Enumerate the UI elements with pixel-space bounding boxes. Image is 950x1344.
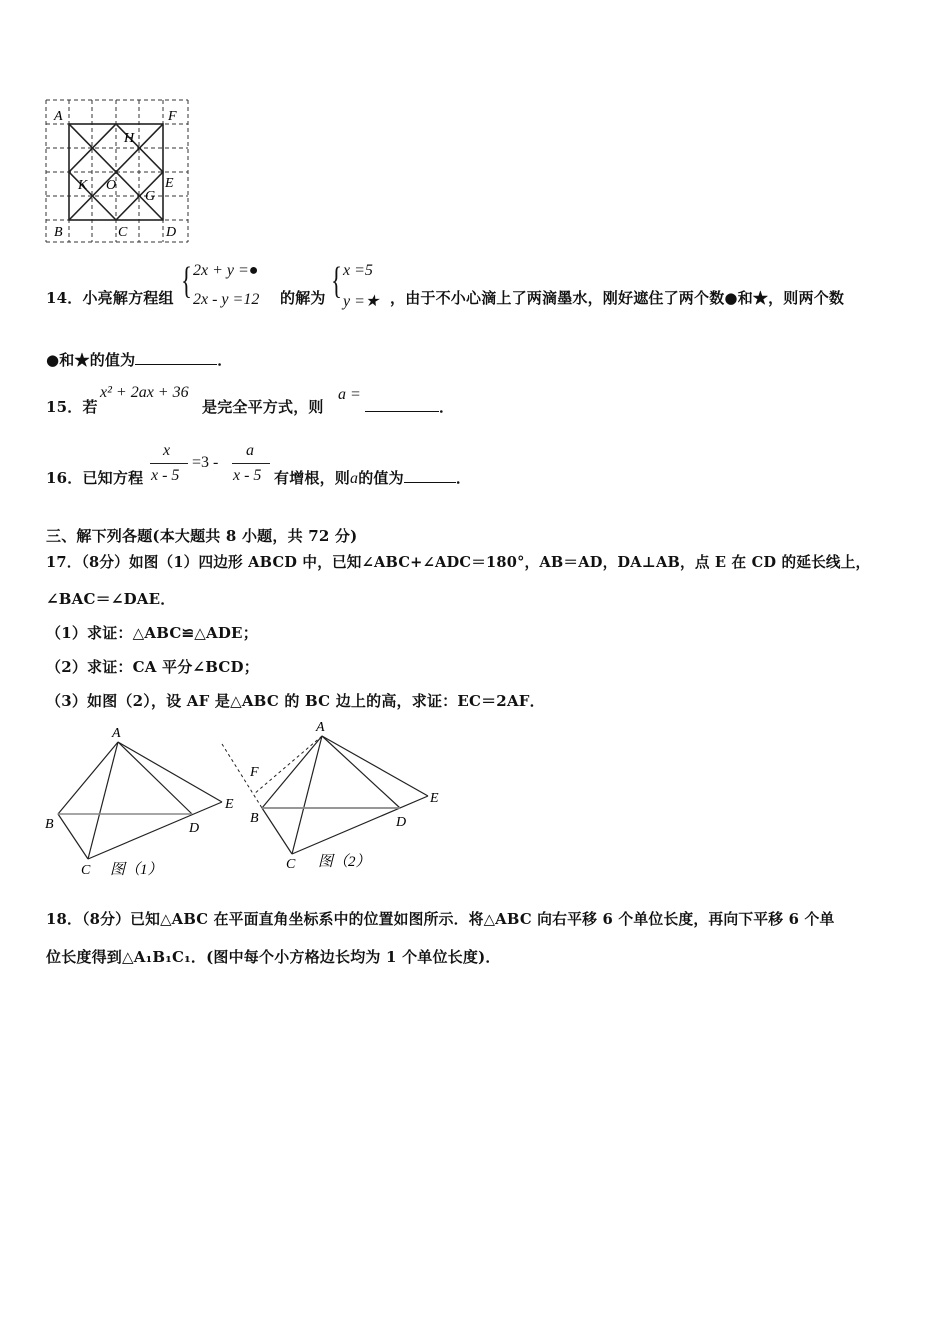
q14-prefix: 14．小亮解方程组 xyxy=(46,289,174,307)
q17-sub3: （3）如图（2），设 AF 是△ABC 的 BC 边上的高，求证：EC＝2AF． xyxy=(46,692,545,710)
q15-blank-line xyxy=(365,396,454,417)
q15-end: ． xyxy=(439,398,455,416)
q16-num2: a xyxy=(246,442,254,459)
fig1-label-C: C xyxy=(81,863,91,878)
q15-mid: 是完全平方式，则 xyxy=(202,398,324,416)
q14-brace-2: { xyxy=(331,260,342,302)
fig2-label-F: F xyxy=(250,765,259,780)
label-D: D xyxy=(166,225,177,240)
label-B: B xyxy=(54,225,63,240)
q14-mid: 的解为 xyxy=(280,289,326,307)
q16-fraction-bar-1 xyxy=(150,463,188,464)
q16-den2: x - 5 xyxy=(233,467,262,484)
fig1-caption: 图（1） xyxy=(110,862,163,878)
label-E: E xyxy=(165,176,174,191)
q16-mid: 有增根，则 xyxy=(274,469,351,487)
q14-suffix: ，由于不小心滴上了两滴墨水，刚好遮住了两个数●和★，则两个数 xyxy=(390,289,845,307)
q17-figure-1 xyxy=(40,720,245,882)
label-H: H xyxy=(124,131,135,146)
fig1-label-B: B xyxy=(45,817,54,832)
q14-sol2: y =★ xyxy=(343,293,380,310)
fig2-caption: 图（2） xyxy=(318,854,371,870)
fig2-label-A: A xyxy=(316,720,325,735)
fig2-label-C: C xyxy=(286,857,296,872)
q15-answer-blank[interactable] xyxy=(365,397,439,412)
label-K: K xyxy=(78,178,88,193)
section-3-heading: 三、解下列各题(本大题共 8 小题，共 72 分) xyxy=(46,527,358,545)
fig2-label-D: D xyxy=(396,815,407,830)
label-F: F xyxy=(168,109,177,124)
q14-answer-blank[interactable] xyxy=(135,350,217,365)
q16-end: ． xyxy=(455,469,472,487)
q17-line2: ∠BAC＝∠DAE． xyxy=(46,590,176,608)
q14-line2 xyxy=(46,349,233,370)
q16-num1: x xyxy=(163,442,171,459)
q16-fraction-bar-2 xyxy=(232,463,270,464)
q16-middle: =3 - xyxy=(192,454,219,471)
q15-var: a = xyxy=(338,386,361,403)
label-G: G xyxy=(145,189,156,204)
fig1-label-A: A xyxy=(112,726,121,741)
q15-expr: x² + 2ax + 36 xyxy=(100,384,189,401)
q16-var: a xyxy=(350,470,359,487)
fig1-label-D: D xyxy=(189,821,200,836)
q16-answer-blank[interactable] xyxy=(404,468,456,483)
grid-figure xyxy=(42,98,194,246)
q16-suffix: 的值为 xyxy=(358,469,404,487)
fig2-label-B: B xyxy=(250,811,259,826)
q14-eq2: 2x - y =12 xyxy=(193,291,260,308)
q17-sub1: （1）求证：△ABC≌△ADE； xyxy=(46,624,258,642)
q17-line1: 17．（8分）如图（1）四边形 ABCD 中，已知∠ABC+∠ADC＝180°，AB＝AD，DA⊥AB，点 E 在 CD 的延长线上， xyxy=(46,554,871,571)
q14-eq1: 2x + y =● xyxy=(193,262,259,279)
fig1-label-E: E xyxy=(225,797,234,812)
q16-den1: x - 5 xyxy=(151,467,180,484)
q14-end: ． xyxy=(217,351,233,369)
q16-prefix: 16．已知方程 xyxy=(46,469,144,487)
fig2-label-E: E xyxy=(430,791,439,806)
q14-brace-1: { xyxy=(181,260,192,302)
q15-prefix: 15．若 xyxy=(46,398,98,416)
q17-figure-2 xyxy=(218,714,448,876)
q14-sol1: x =5 xyxy=(343,262,373,279)
q17-sub2: （2）求证：CA 平分∠BCD； xyxy=(46,658,259,676)
label-O: O xyxy=(106,178,117,193)
q16-rest xyxy=(274,467,471,488)
label-C: C xyxy=(118,225,128,240)
label-A: A xyxy=(54,109,63,124)
q18-line1: 18．（8分）已知△ABC 在平面直角坐标系中的位置如图所示．将△ABC 向右平移 6 个单位长度，再向下平移 6 个单 xyxy=(46,911,835,928)
q18-line2: 位长度得到△A₁B₁C₁．(图中每个小方格边长均为 1 个单位长度)． xyxy=(46,948,501,966)
q14-line2-text: ●和★的值为 xyxy=(46,351,136,369)
